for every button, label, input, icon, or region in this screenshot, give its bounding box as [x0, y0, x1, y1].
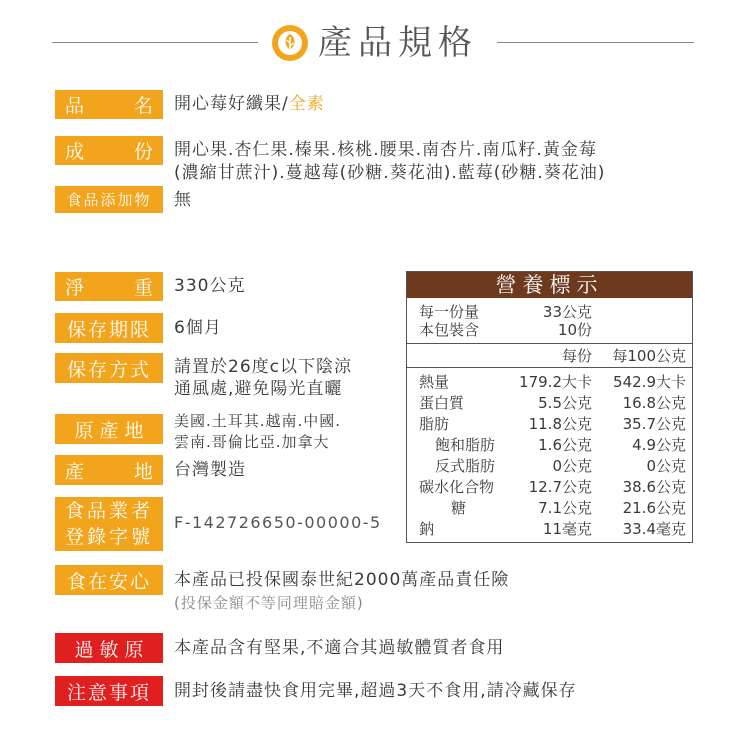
label-made-in: [55, 455, 163, 485]
label-name-a: 品: [65, 95, 85, 117]
storage-line1: 請置於26度c以下陰涼: [174, 357, 352, 377]
nutrient-per-100g: 38.6公克: [622, 478, 686, 496]
nutrient-name: 脂肪: [419, 415, 450, 433]
nutrient-name: 糖: [451, 499, 467, 517]
insurance-line2: (投保金額不等同理賠金額): [174, 594, 364, 612]
origin-line2: 雲南.哥倫比亞.加拿大: [174, 433, 330, 451]
nutrient-name: 鈉: [419, 520, 435, 538]
package-value: 10份: [557, 321, 592, 339]
label-made-in-b: 地: [133, 460, 153, 483]
serving-label: 每一份量: [419, 303, 480, 321]
nutrient-per-serving: 179.2大卡: [519, 373, 592, 391]
shelf-life-value: 6個月: [174, 318, 222, 338]
label-net-weight-a: 淨: [65, 277, 85, 299]
storage-line2: 通風處,避免陽光直曬: [174, 379, 343, 399]
label-name-b: 名: [133, 95, 153, 117]
nutrient-per-100g: 0公克: [646, 457, 686, 475]
col-per-serving: 每份: [561, 347, 592, 365]
label-origin: 原 產 地: [55, 414, 163, 444]
nutrition-divider-2: [407, 367, 692, 368]
nutrient-per-serving: 1.6公克: [538, 436, 592, 454]
label-ingredients-a: 成: [65, 141, 85, 163]
package-label: 本包裝含: [419, 321, 480, 339]
header-rule-right: [497, 42, 694, 43]
label-made-in-a: 產: [65, 460, 85, 483]
label-allergen: 過 敏 原: [55, 633, 163, 663]
nutrition-table: [406, 271, 693, 543]
leaf-badge-icon: [270, 23, 310, 63]
label-registration-line1: 食品業者: [65, 500, 154, 522]
label-net-weight: [55, 272, 163, 301]
nutrient-name: 蛋白質: [419, 394, 465, 412]
label-net-weight-b: 重: [133, 277, 153, 299]
vegan-tag: 全素: [288, 94, 325, 114]
allergen-value: 本產品含有堅果,不適合其過敏體質者食用: [174, 638, 505, 658]
nutrient-per-serving: 12.7公克: [528, 478, 592, 496]
nutrition-title: 營養標示: [407, 272, 692, 298]
label-shelf-life: 保存期限: [55, 313, 163, 343]
ingredients-line1: 開心果.杏仁果.榛果.核桃.腰果.南杏片.南瓜籽.黃金莓: [174, 140, 597, 160]
origin-line1: 美國.土耳其.越南.中國.: [174, 412, 342, 430]
notice-value: 開封後請盡快食用完畢,超過3天不食用,請冷藏保存: [174, 681, 577, 701]
nutrient-per-serving: 7.1公克: [538, 499, 592, 517]
label-ingredients-b: 份: [133, 141, 153, 163]
nutrient-per-100g: 33.4毫克: [622, 520, 686, 538]
nutrient-per-serving: 11毫克: [542, 520, 592, 538]
nutrient-per-serving: 0公克: [552, 457, 592, 475]
label-registration-line2: 登錄字號: [65, 526, 154, 548]
nutrient-name: 反式脂肪: [435, 457, 496, 475]
made-in-value: 台灣製造: [174, 460, 246, 480]
serving-value: 33公克: [542, 303, 592, 321]
label-ingredients: [55, 136, 163, 165]
nutrient-per-serving: 11.8公克: [528, 415, 592, 433]
insurance-line1: 本產品已投保國泰世紀2000萬產品責任險: [174, 570, 510, 590]
net-weight-value: 330公克: [174, 276, 246, 296]
label-storage: 保存方式: [55, 353, 163, 383]
additives-value: 無: [174, 190, 192, 210]
nutrient-name: 碳水化合物: [419, 478, 495, 496]
nutrient-per-100g: 542.9大卡: [613, 373, 686, 391]
product-name-text: 開心莓好纖果/: [174, 94, 289, 114]
label-notice: 注意事項: [55, 676, 163, 706]
nutrient-per-100g: 35.7公克: [622, 415, 686, 433]
product-name: [174, 92, 325, 116]
page-title: 產品規格: [318, 23, 478, 63]
nutrient-name: 熱量: [419, 373, 450, 391]
nutrition-divider-1: [407, 343, 692, 344]
registration-number: F-142726650-00000-5: [174, 513, 382, 532]
nutrient-per-serving: 5.5公克: [538, 394, 592, 412]
col-per-100g: 每100公克: [612, 347, 686, 365]
header-rule-left: [52, 42, 258, 43]
label-insurance: 食在安心: [55, 565, 163, 595]
label-name: [55, 90, 163, 119]
nutrient-name: 飽和脂肪: [435, 436, 496, 454]
label-registration: [55, 497, 163, 551]
label-additives: 食品添加物: [55, 186, 163, 213]
nutrient-per-100g: 21.6公克: [622, 499, 686, 517]
nutrient-per-100g: 4.9公克: [632, 436, 686, 454]
ingredients-line2: (濃縮甘蔗汁).蔓越莓(砂糖.葵花油).藍莓(砂糖.葵花油): [174, 163, 606, 183]
nutrient-per-100g: 16.8公克: [622, 394, 686, 412]
